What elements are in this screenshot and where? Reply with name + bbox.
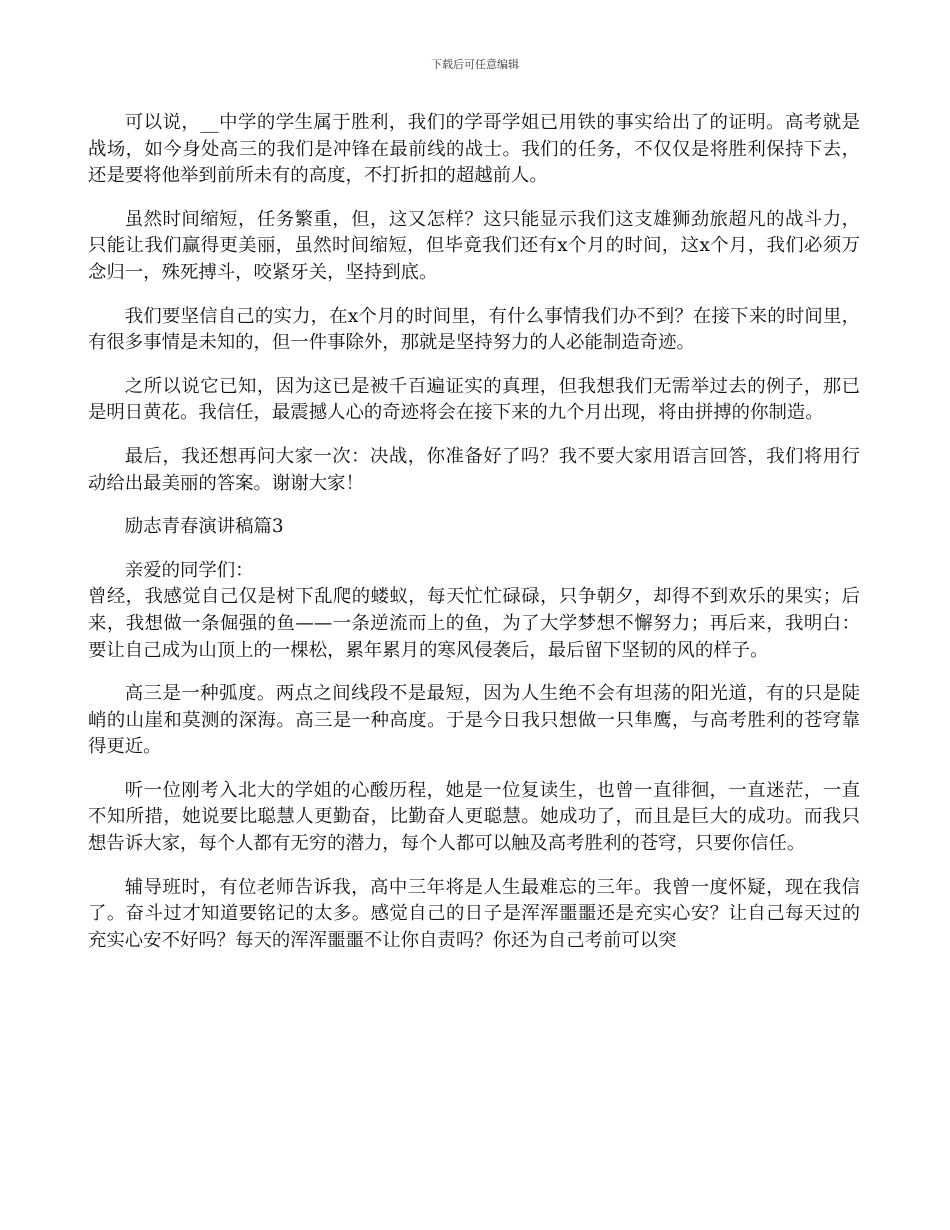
page-header: 下载后可任意编辑	[431, 58, 519, 71]
document-body	[88, 110, 860, 954]
section-heading: 励志青春演讲稿篇3	[124, 516, 284, 538]
paragraph: 我们要坚信自己的实力，在x个月的时间里，有什么事情我们办不到？在接下来的时间里，有很多事情是未知的，但一件事除外，那就是坚持努力的人必能制造奇迹。	[88, 305, 860, 354]
paragraph: 虽然时间缩短，任务繁重，但，这又怎样？这只能显示我们这支雄狮劲旅超凡的战斗力，只能让我们赢得更美丽，虽然时间缩短，但毕竟我们还有x个月的时间，这x个月，我们必须万念归一，殊死搏斗，咬紧牙关，坚持到底。	[88, 208, 860, 283]
paragraph: 最后，我还想再问大家一次：决战，你准备好了吗？我不要大家用语言回答，我们将用行动给出最美丽的答案。谢谢大家！	[88, 445, 860, 494]
paragraph: 听一位刚考入北大的学姐的心酸历程，她是一位复读生，也曾一直徘徊，一直迷茫，一直不知所措，她说要比聪慧人更勤奋，比勤奋人更聪慧。她成功了，而且是巨大的成功。而我只想告诉大家，每个人都有无穷的潜力，每个人都可以触及高考胜利的苍穹，只要你信任。	[88, 779, 860, 855]
paragraph: 曾经，我感觉自己仅是树下乱爬的蝼蚁，每天忙忙碌碌，只争朝夕，却得不到欢乐的果实；后来，我想做一条倔强的鱼——一条逆流而上的鱼，为了大学梦想不懈努力；再后来，我明白：要让自己成为山顶上的一棵松，累年累月的寒风侵袭后，最后留下坚韧的风的样子。	[88, 586, 860, 661]
paragraph: 之所以说它已知，因为这已是被千百遍证实的真理，但我想我们无需举过去的例子，那已是明日黄花。我信任，最震撼人心的奇迹将会在接下来的九个月出现，将由拼搏的你制造。	[88, 375, 860, 424]
paragraph: 辅导班时，有位老师告诉我，高中三年将是人生最难忘的三年。我曾一度怀疑，现在我信了。奋斗过才知道要铭记的太多。感觉自己的日子是浑浑噩噩还是充实心安？让自己每天过的充实心安不好吗？每天的浑浑噩噩不让你自责吗？你还为自己考前可以突	[88, 876, 860, 951]
paragraph: 高三是一种弧度。两点之间线段不是最短，因为人生绝不会有坦荡的阳光道，有的只是陡峭的山崖和莫测的深海。高三是一种高度。于是今日我只想做一只隼鹰，与高考胜利的苍穹靠得更近。	[88, 683, 860, 758]
paragraph: 可以说，__中学的学生属于胜利，我们的学哥学姐已用铁的事实给出了的证明。高考就是战场，如今身处高三的我们是冲锋在最前线的战士。我们的任务，不仅仅是将胜利保持下去，还是要将他举到前所未有的高度，不打折扣的超越前人。	[88, 112, 860, 187]
salutation: 亲爱的同学们：	[124, 559, 254, 581]
